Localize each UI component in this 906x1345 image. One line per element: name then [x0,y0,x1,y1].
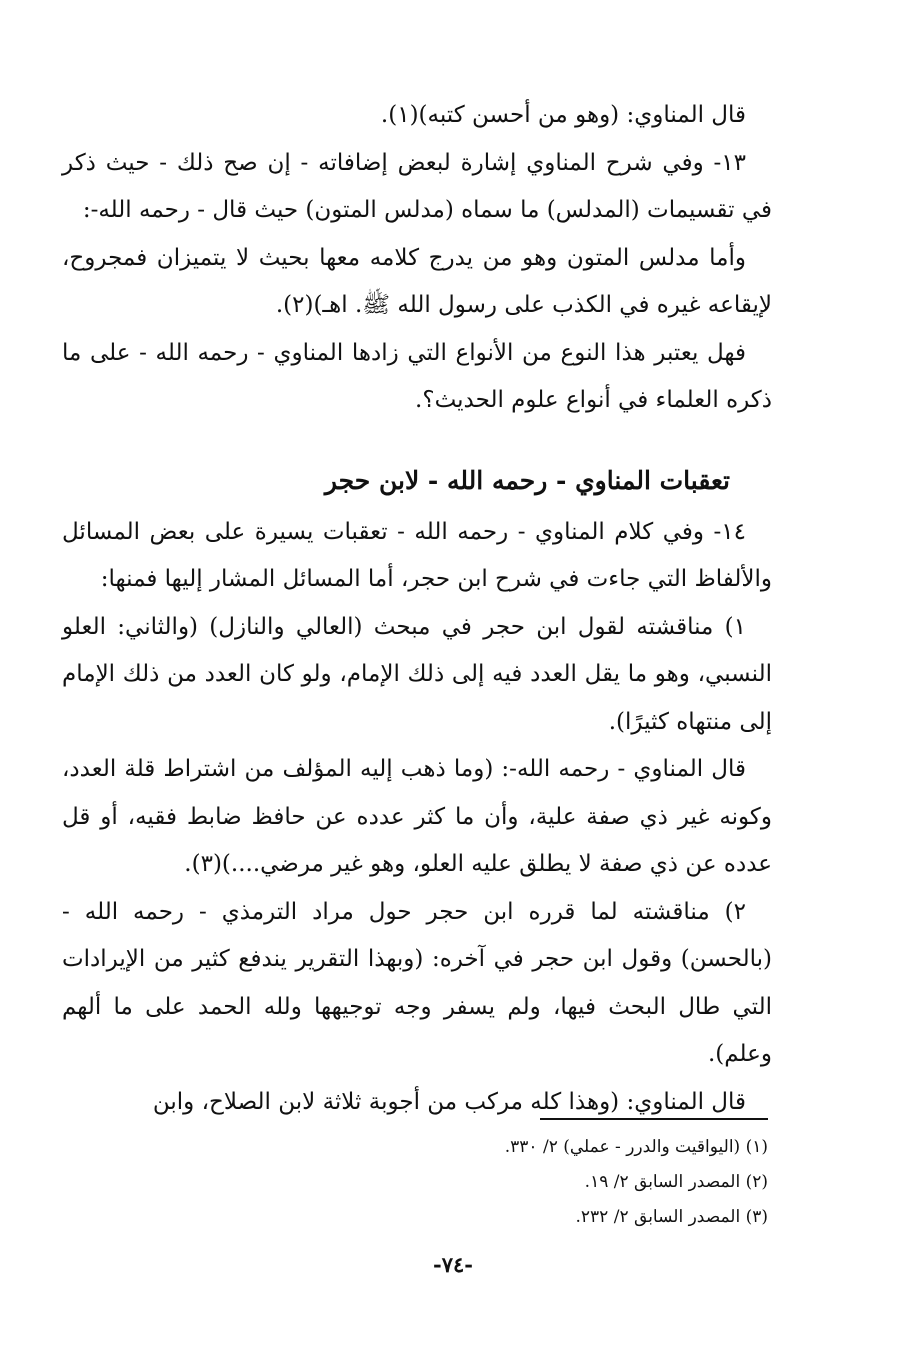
page-number: -٧٤- [433,1252,473,1277]
paragraph-manawi-quote: قال المناوي: (وهو من أحسن كتبه)(١). [380,102,746,128]
paragraph-13: ١٣- وفي شرح المناوي إشارة لبعض إضافاته - إن صح ذلك - حيث ذكر في تقسيمات (المدلس) ما سماه (مدلس المتون) حيث قال - رحمه الله-: [62,149,772,223]
paragraph-point-1: ١) مناقشته لقول ابن حجر في مبحث (العالي والنازل) (والثاني: العلو النسبي، وهو ما يقل العدد فيه إلى ذلك الإمام، ولو كان العدد من ذلك الإمام إلى منتهاه كثيرًا). [62,613,772,735]
paragraph-question: فهل يعتبر هذا النوع من الأنواع التي زادها المناوي - رحمه الله - على ما ذكره العلماء في أنواع علوم الحديث؟. [62,339,772,413]
paragraph-14: ١٤- وفي كلام المناوي - رحمه الله - تعقبات يسيرة على بعض المسائل والألفاظ التي جاءت في شرح ابن حجر، أما المسائل المشار إليها فمنها: [62,518,772,592]
main-text [62,92,772,1126]
footnote-divider [540,1118,768,1120]
paragraph-manawi-response-1: قال المناوي - رحمه الله-: (وما ذهب إليه المؤلف من اشتراط قلة العدد، وكونه غير ذي صفة علية، وأن ما كثر عدده عن حافظ ضابط فقيه، أو قل عدده عن ذي صفة لا يطلق عليه العلو، وهو غير مرضي....)(٣). [62,756,772,877]
footnote-3: (٣) المصدر السابق ٢/ ٢٣٢. [575,1207,768,1227]
footnote-1: (١) (اليواقيت والدرر - عملي) ٢/ ٣٣٠. [504,1137,768,1157]
paragraph-point-2: ٢) مناقشته لما قرره ابن حجر حول مراد الترمذي - رحمه الله - (بالحسن) وقول ابن حجر في آخره: (وبهذا التقرير يندفع كثير من الإيرادات التي طال البحث فيها، ولم يسفر وجه توجيهها ولله الحمد على ما ألهم وعلم). [62,898,772,1067]
footnote-2: (٢) المصدر السابق ٢/ ١٩. [584,1172,768,1192]
section-gap [62,425,772,453]
section-heading: تعقبات المناوي - رحمه الله - لابن حجر [324,465,730,495]
footnotes [300,1130,768,1235]
paragraph-mudallis-quote: وأما مدلس المتون وهو من يدرج كلامه معها بحيث لا يتميزان فمجروح، لإيقاعه غيره في الكذب على رسول الله ﷺ. اهـ)(٢). [62,244,772,318]
paragraph-manawi-response-2: قال المناوي: (وهذا كله مركب من أجوبة ثلاثة لابن الصلاح، وابن [152,1088,746,1115]
